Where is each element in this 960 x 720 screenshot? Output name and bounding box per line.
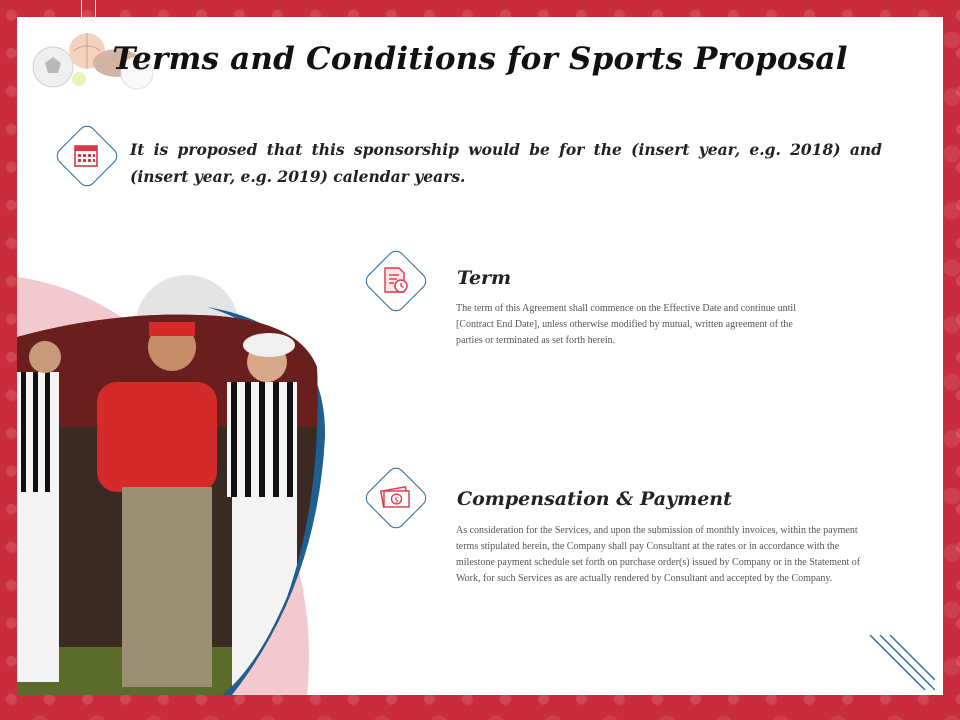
slide-title: Terms and Conditions for Sports Proposal (112, 41, 848, 77)
term-body: The term of this Agreement shall commence on the Effective Date and continue until [Contract End Date], unless otherwise modified by mutual, written agreement of the parties or terminated as set forth herein. (456, 303, 796, 346)
referees-photo (17, 267, 347, 695)
calendar-icon (54, 123, 118, 187)
slide-card (17, 17, 943, 695)
hanger-line (81, 0, 82, 17)
document-clock-icon (363, 248, 427, 312)
hanger-line (95, 0, 96, 17)
payment-body: As consideration for the Services, and upon the submission of monthly invoices, within the payment terms stipulated herein, the Company shall pay Consultant at the rates or in accordance with the milestone payment schedule set forth on purchase order(s) issued by Company or in the Statement of Work, for such Services as are actually rendered by Consultant and accepted by the Company. (456, 525, 861, 584)
payment-title: Compensation & Payment (457, 488, 732, 510)
svg-text:$: $ (393, 495, 400, 505)
term-title: Term (457, 267, 512, 289)
decorative-lines (865, 635, 935, 695)
money-icon (363, 465, 427, 529)
intro-text: It is proposed that this sponsorship would be for the (insert year, e.g. 2018) and (insert year, e.g. 2019) calendar years. (130, 140, 882, 186)
